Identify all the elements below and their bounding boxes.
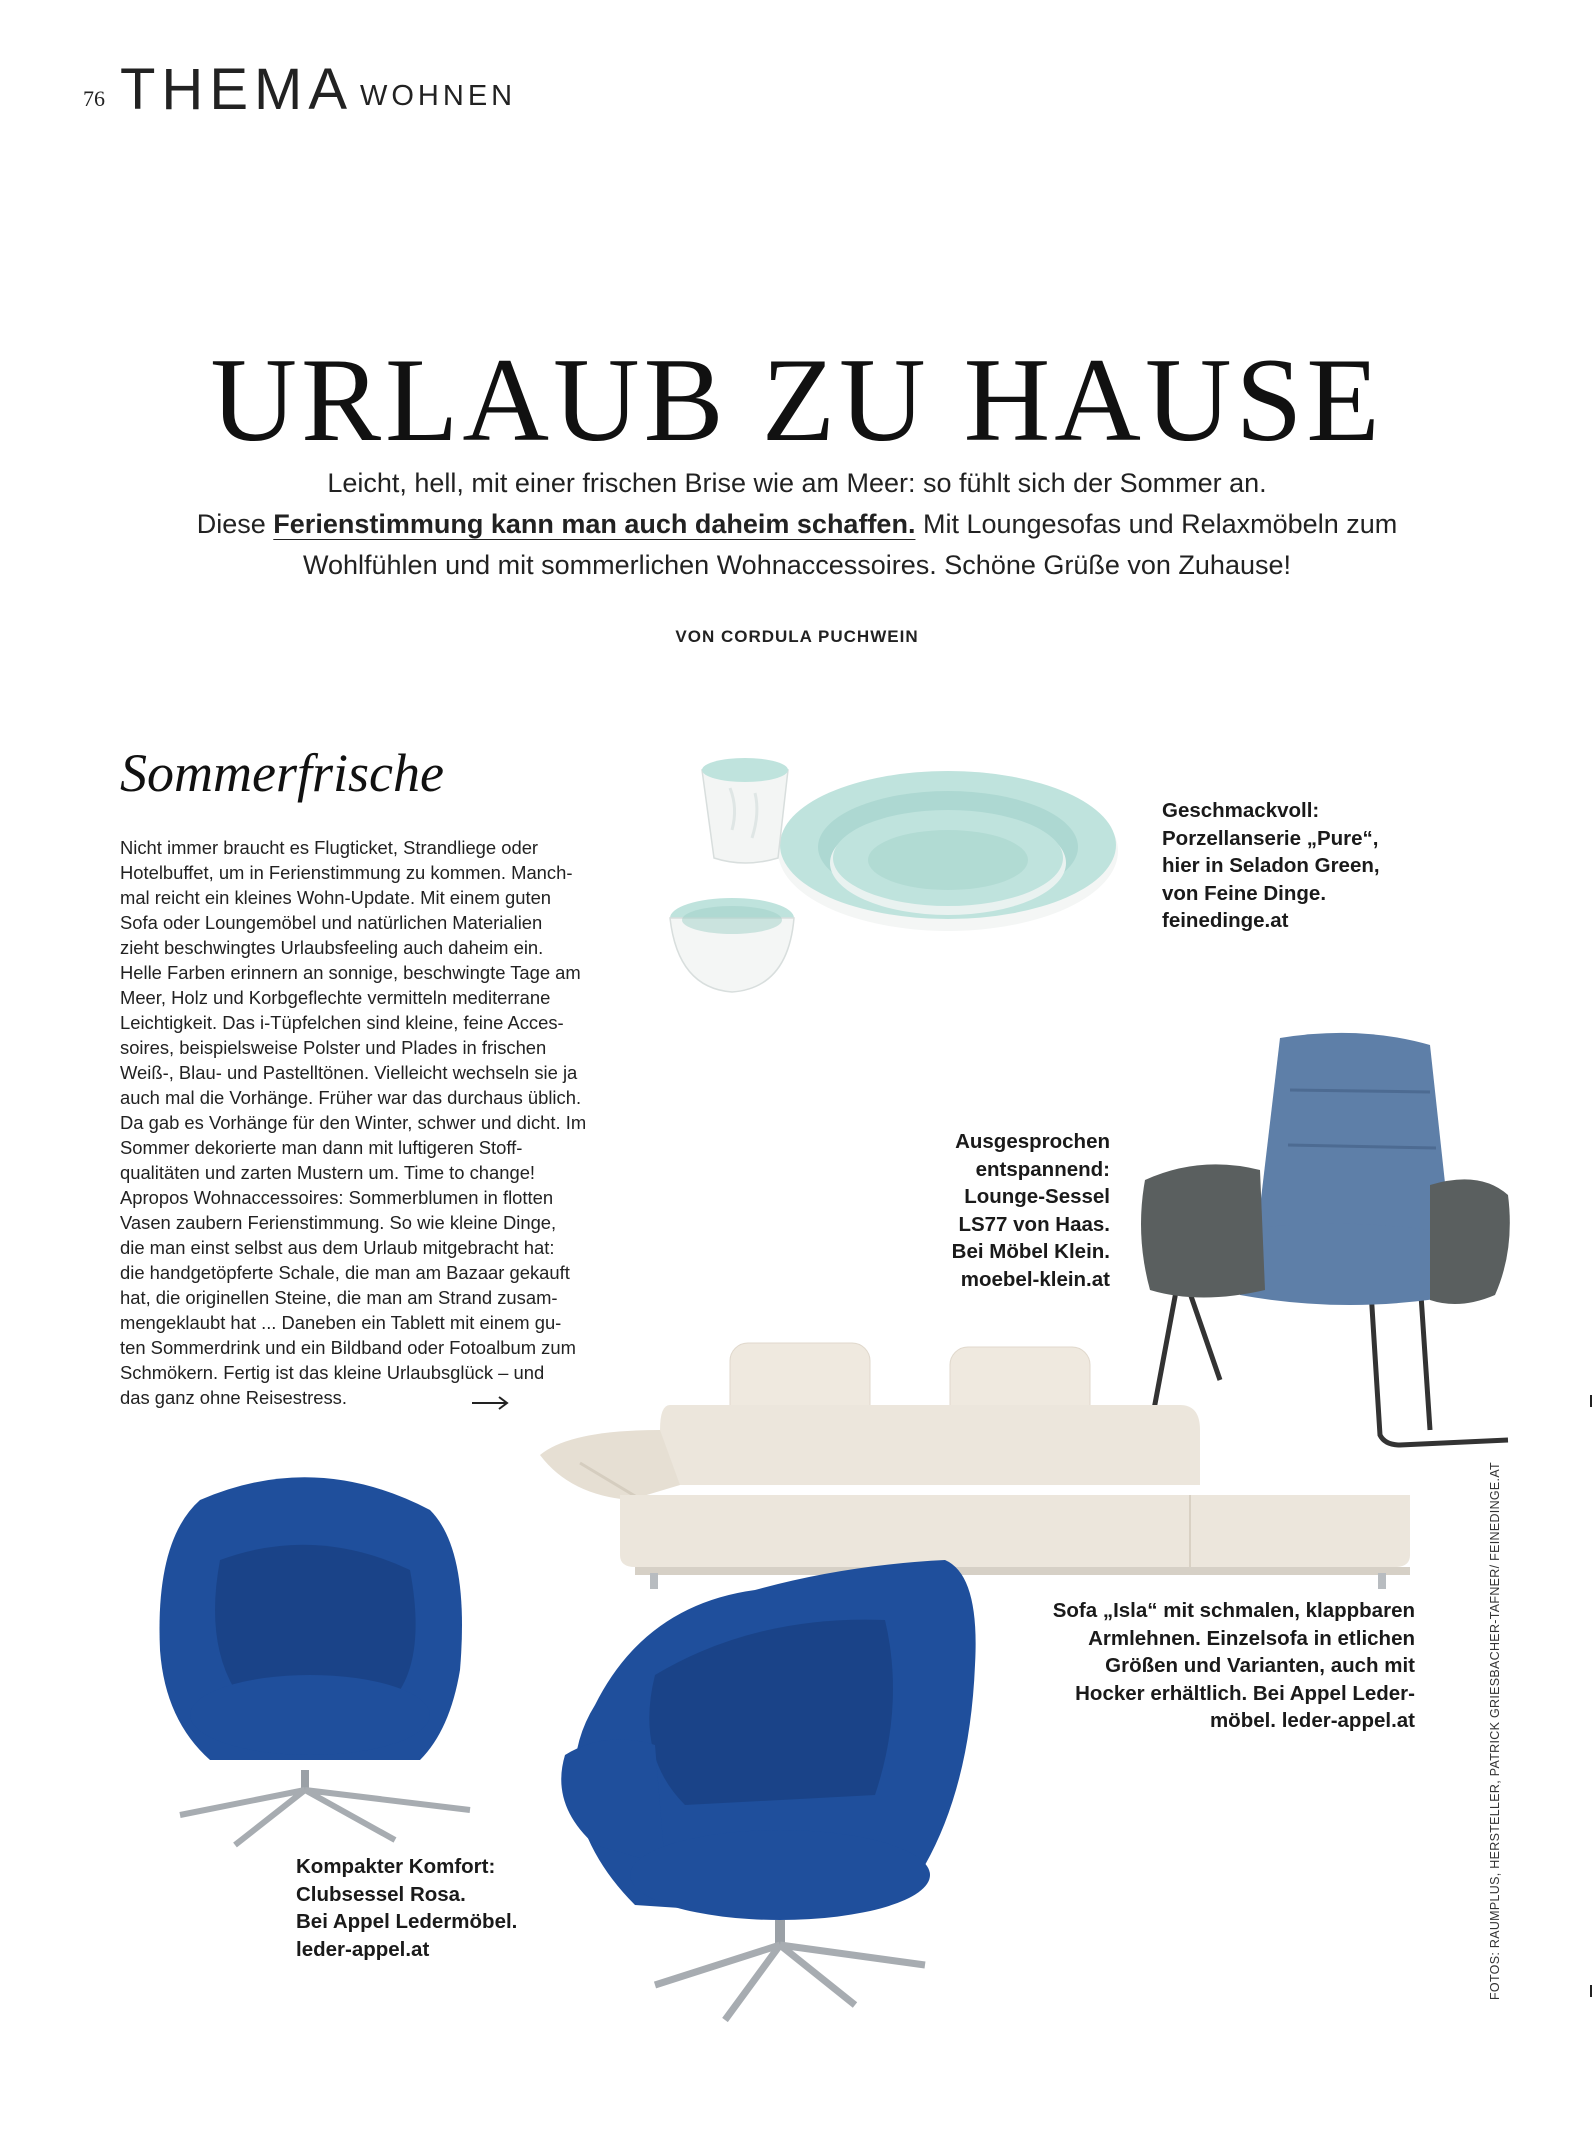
caption-line: Lounge-Sessel <box>964 1185 1110 1208</box>
club-chair-small-image <box>140 1470 480 1850</box>
continue-arrow-icon <box>470 1393 510 1413</box>
body-line: die handgetöpferte Schale, die man am Bazaar gekauft <box>120 1262 570 1283</box>
photo-credit: FOTOS: RAUMPLUS, HERSTELLER, PATRICK GRIESBACHER-TAFNER/ FEINEDINGE.AT <box>1488 1462 1502 2000</box>
porcelain-dishes-image <box>660 748 1120 998</box>
body-line: soires, beispielsweise Polster und Plades in frischen <box>120 1037 547 1058</box>
caption-club-chair <box>296 1853 586 1963</box>
caption-line: hier in Seladon Green, <box>1162 854 1380 877</box>
edge-mark <box>1590 1985 1592 1997</box>
body-text <box>120 835 612 1410</box>
caption-line: von Feine Dinge. <box>1162 881 1327 905</box>
body-line: Meer, Holz und Korbgeflechte vermitteln mediterrane <box>120 987 551 1008</box>
body-line: Sommer dekorierte man dann mit luftigeren Stoff- <box>120 1137 523 1158</box>
caption-line: feinedinge.at <box>1162 909 1289 932</box>
body-line: Helle Farben erinnern an sonnige, beschwingte Tage am <box>120 962 581 983</box>
caption-line: Kompakter Komfort: <box>296 1855 496 1878</box>
body-line: auch mal die Vorhänge. Früher war das durchaus üblich. <box>120 1087 582 1108</box>
caption-line: Bei Appel Ledermöbel. <box>296 1910 518 1933</box>
lead-line-2-start: Diese <box>196 509 274 539</box>
body-line: die man einst selbst aus dem Urlaub mitgebracht hat: <box>120 1237 555 1258</box>
lead-line-1: Leicht, hell, mit einer frischen Brise wie am Meer: so fühlt sich der Sommer an. <box>327 468 1267 498</box>
caption-line: Größen und Varianten, auch mit <box>1105 1654 1415 1677</box>
caption-line: Armlehnen. Einzelsofa in etlichen <box>1088 1626 1415 1650</box>
subheading: Sommerfrische <box>120 743 444 803</box>
body-line: das ganz ohne Reisestress. <box>120 1387 347 1408</box>
caption-line: Porzellanserie „Pure“, <box>1162 826 1379 850</box>
caption-line: entspannend: <box>975 1157 1110 1181</box>
subsection-title: WOHNEN <box>360 80 517 112</box>
caption-line: Clubsessel Rosa. <box>296 1882 466 1906</box>
caption-line: Bei Möbel Klein. <box>951 1240 1110 1263</box>
caption-line: Ausgesprochen <box>955 1130 1110 1153</box>
body-line: Weiß-, Blau- und Pastelltönen. Vielleicht wechseln sie ja <box>120 1062 578 1083</box>
caption-line: Sofa „Isla“ mit schmalen, klappbaren <box>1052 1599 1415 1622</box>
body-line: qualitäten und zarten Mustern um. Time to change! <box>120 1162 536 1183</box>
body-line: zieht beschwingtes Urlaubsfeeling auch daheim ein. <box>120 937 544 958</box>
caption-lounge-chair <box>880 1128 1110 1293</box>
body-line: Hotelbuffet, um in Ferienstimmung zu kommen. Manch- <box>120 862 573 883</box>
caption-line: LS77 von Haas. <box>958 1212 1110 1236</box>
caption-sofa <box>990 1597 1415 1735</box>
body-line: mengeklaubt hat ... Daneben ein Tablett mit einem gu- <box>120 1312 562 1333</box>
body-line: hat, die originellen Steine, die man am Strand zusam- <box>120 1287 558 1308</box>
caption-line: Hocker erhältlich. Bei Appel Leder- <box>1075 1681 1415 1705</box>
section-title: THEMA <box>120 57 353 122</box>
caption-line: möbel. leder-appel.at <box>1209 1709 1415 1732</box>
body-line: Vasen zaubern Ferienstimmung. So wie kleine Dinge, <box>120 1212 557 1233</box>
body-line: Sofa oder Loungemöbel und natürlichen Materialien <box>120 912 543 933</box>
article-lead <box>120 463 1474 586</box>
caption-dishes <box>1162 797 1422 935</box>
body-line: Leichtigkeit. Das i-Tüpfelchen sind kleine, feine Acces- <box>120 1012 564 1033</box>
caption-line: moebel-klein.at <box>960 1267 1110 1291</box>
lead-line-3: Wohlfühlen und mit sommerlichen Wohnaccessoires. Schöne Grüße von Zuhause! <box>303 550 1291 580</box>
body-line: Apropos Wohnaccessoires: Sommerblumen in flotten <box>120 1187 554 1208</box>
body-line: Da gab es Vorhänge für den Winter, schwer und dicht. Im <box>120 1112 587 1133</box>
body-line: ten Sommerdrink und ein Bildband oder Fotoalbum zum <box>120 1337 576 1358</box>
lead-line-2 <box>120 504 1474 545</box>
body-line: Nicht immer braucht es Flugticket, Strandliege oder <box>120 837 539 858</box>
body-line: Schmökern. Fertig ist das kleine Urlaubsglück – und <box>120 1362 545 1383</box>
caption-line: leder-appel.at <box>296 1937 430 1961</box>
page-number: 76 <box>83 86 105 111</box>
lead-highlight: Ferienstimmung kann man auch daheim schaffen. <box>273 509 916 539</box>
caption-line: Geschmackvoll: <box>1162 799 1320 822</box>
edge-mark <box>1590 1395 1592 1407</box>
article-title: URLAUB ZU HAUSE <box>210 333 1384 466</box>
body-line: mal reicht ein kleines Wohn-Update. Mit einem guten <box>120 887 552 908</box>
byline: VON CORDULA PUCHWEIN <box>675 627 919 646</box>
club-chair-large-image <box>525 1545 995 2035</box>
lead-line-2-end: Mit Loungesofas und Relaxmöbeln zum <box>915 509 1398 539</box>
